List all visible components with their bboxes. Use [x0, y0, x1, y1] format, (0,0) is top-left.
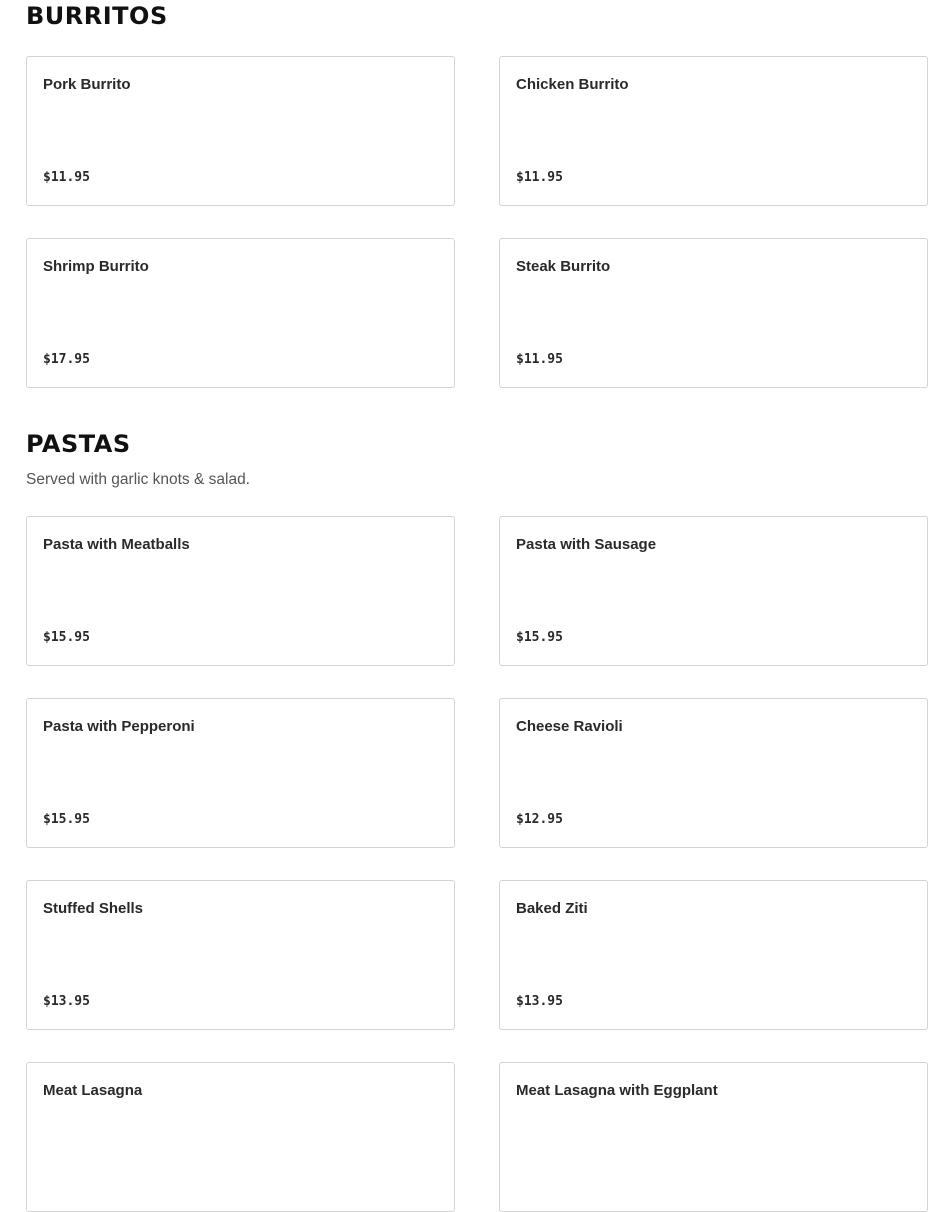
menu-item-price: $11.95 — [516, 352, 563, 367]
menu-item-name: Meat Lasagna — [43, 1082, 143, 1099]
menu-item-card[interactable] — [26, 516, 455, 666]
menu-item-card[interactable] — [499, 516, 928, 666]
menu-item-card[interactable] — [26, 698, 455, 848]
section-title-burritos: BURRITOS — [26, 2, 168, 30]
menu-item-price: $15.95 — [43, 630, 90, 645]
section-description: Served with garlic knots & salad. — [26, 471, 250, 488]
menu-item-name: Pasta with Sausage — [516, 536, 657, 553]
menu-item-price: $11.95 — [43, 170, 90, 185]
menu-item-card[interactable] — [499, 698, 928, 848]
menu-item-name: Baked Ziti — [516, 900, 588, 917]
menu-item-name: Shrimp Burrito — [43, 258, 149, 275]
menu-item-card[interactable] — [26, 56, 455, 206]
menu-item-card[interactable] — [26, 238, 455, 388]
menu-item-name: Pasta with Meatballs — [43, 536, 190, 553]
menu-item-price: $13.95 — [43, 994, 90, 1009]
menu-item-name: Stuffed Shells — [43, 900, 144, 917]
section-title-pastas: PASTAS — [26, 430, 131, 458]
menu-item-card[interactable] — [499, 1062, 928, 1212]
menu-item-card[interactable] — [499, 238, 928, 388]
menu-item-price: $15.95 — [516, 630, 563, 645]
menu-item-name: Pork Burrito — [43, 76, 131, 93]
menu-item-price: $11.95 — [516, 170, 563, 185]
menu-item-card[interactable] — [26, 1062, 455, 1212]
menu-item-card[interactable] — [499, 56, 928, 206]
menu-item-name: Steak Burrito — [516, 258, 611, 275]
menu-item-card[interactable] — [499, 880, 928, 1030]
menu-item-name: Meat Lasagna with Eggplant — [516, 1082, 718, 1099]
menu-item-card[interactable] — [26, 880, 455, 1030]
menu-item-price: $15.95 — [43, 812, 90, 827]
menu-item-name: Pasta with Pepperoni — [43, 718, 195, 735]
menu-item-price: $13.95 — [516, 994, 563, 1009]
menu-item-price: $17.95 — [43, 352, 90, 367]
menu-item-name: Chicken Burrito — [516, 76, 629, 93]
menu-item-name: Cheese Ravioli — [516, 718, 623, 735]
menu-item-price: $12.95 — [516, 812, 563, 827]
